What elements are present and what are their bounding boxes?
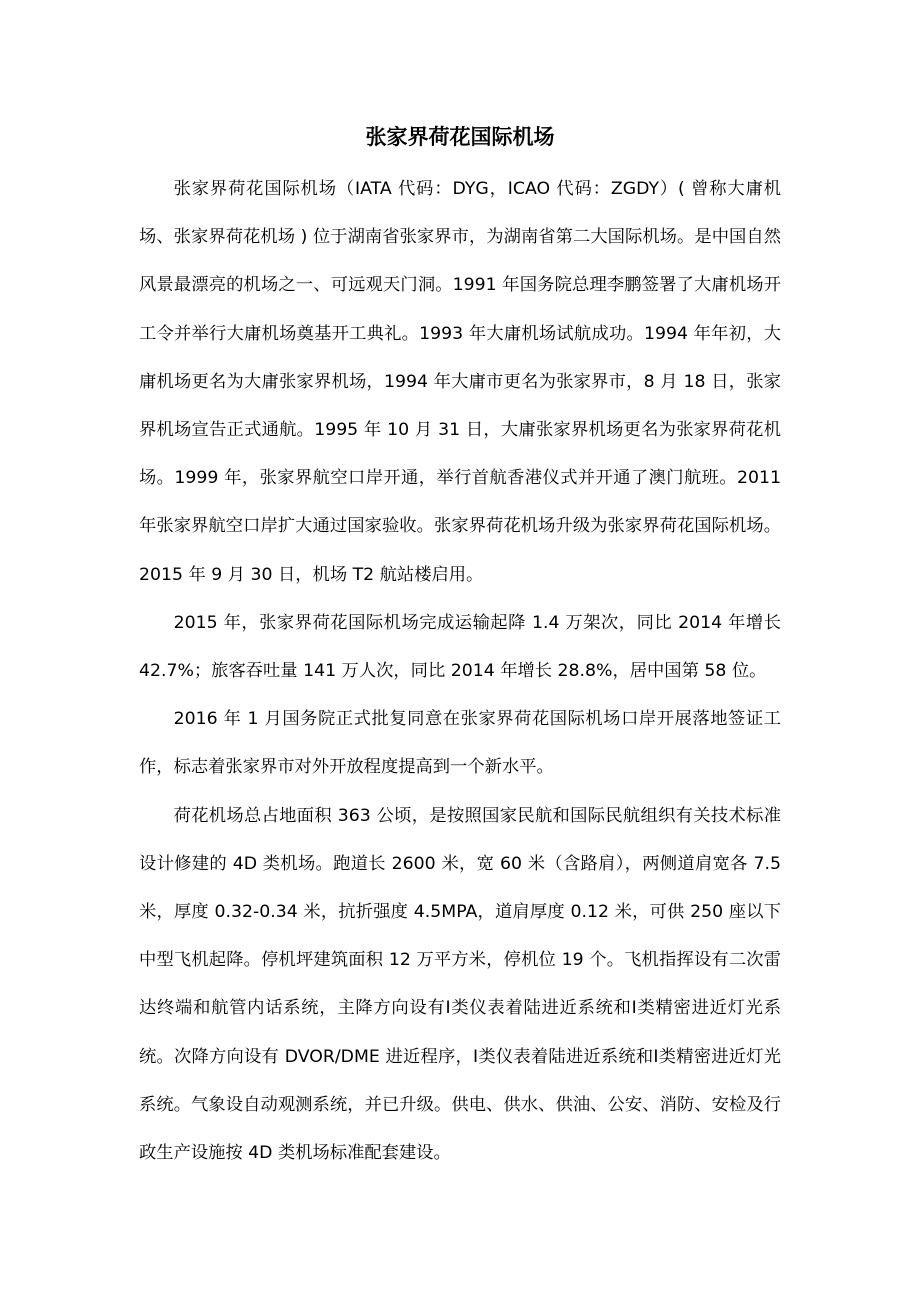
paragraph-facilities: 荷花机场总占地面积 363 公顷，是按照国家民航和国际民航组织有关技术标准设计修建的 4D 类机场。跑道长 2600 米，宽 60 米（含路肩），两侧道肩宽各 7.5 米，厚度 0.32-0.34 米，抗折强度 4.5MPA，道肩厚度 0.12 米，可供 250 座以下中型飞机起降。停机坪建筑面积 12 万平方米，停机位 19 个。飞机指挥设有二次雷达终端和航管内话系统，主降方向设有Ⅰ类仪表着陆进近系统和Ⅰ类精密进近灯光系统。次降方向设有 DVOR/DME 进近程序，Ⅰ类仪表着陆进近系统和Ⅰ类精密进近灯光系统。气象设自动观测系统，并已升级。供电、供水、供油、公安、消防、安检及行政生产设施按 4D 类机场标准配套建设。	[139, 805, 781, 1164]
paragraph-history: 张家界荷花国际机场（IATA 代码：DYG，ICAO 代码：ZGDY）( 曾称大庸机场、张家界荷花机场 ) 位于湖南省张家界市，为湖南省第二大国际机场。是中国自然风景最漂亮的机场之一、可远观天门洞。1991 年国务院总理李鹏签署了大庸机场开工令并举行大庸机场奠基开工典礼。1993 年大庸机场试航成功。1994 年年初，大庸机场更名为大庸张家界机场，1994 年大庸市更名为张家界市，8 月 18 日，张家界机场宣告正式通航。1995 年 10 月 31 日，大庸张家界机场更名为张家界荷花机场。1999 年，张家界航空口岸开通，举行首航香港仪式并开通了澳门航班。2011 年张家界航空口岸扩大通过国家验收。张家界荷花机场升级为张家界荷花国际机场。2015 年 9 月 30 日，机场 T2 航站楼启用。	[139, 179, 781, 585]
document-page	[139, 0, 781, 1302]
paragraph-traffic-2015: 2015 年，张家界荷花国际机场完成运输起降 1.4 万架次，同比 2014 年增长 42.7%；旅客吞吐量 141 万人次，同比 2014 年增长 28.8%，居中国第 58 位。	[139, 612, 781, 682]
document-body	[139, 165, 781, 1177]
document-title: 张家界荷花国际机场	[365, 125, 555, 149]
paragraph-visa-2016: 2016 年 1 月国务院正式批复同意在张家界荷花国际机场口岸开展落地签证工作，标志着张家界市对外开放程度提高到一个新水平。	[139, 709, 781, 778]
